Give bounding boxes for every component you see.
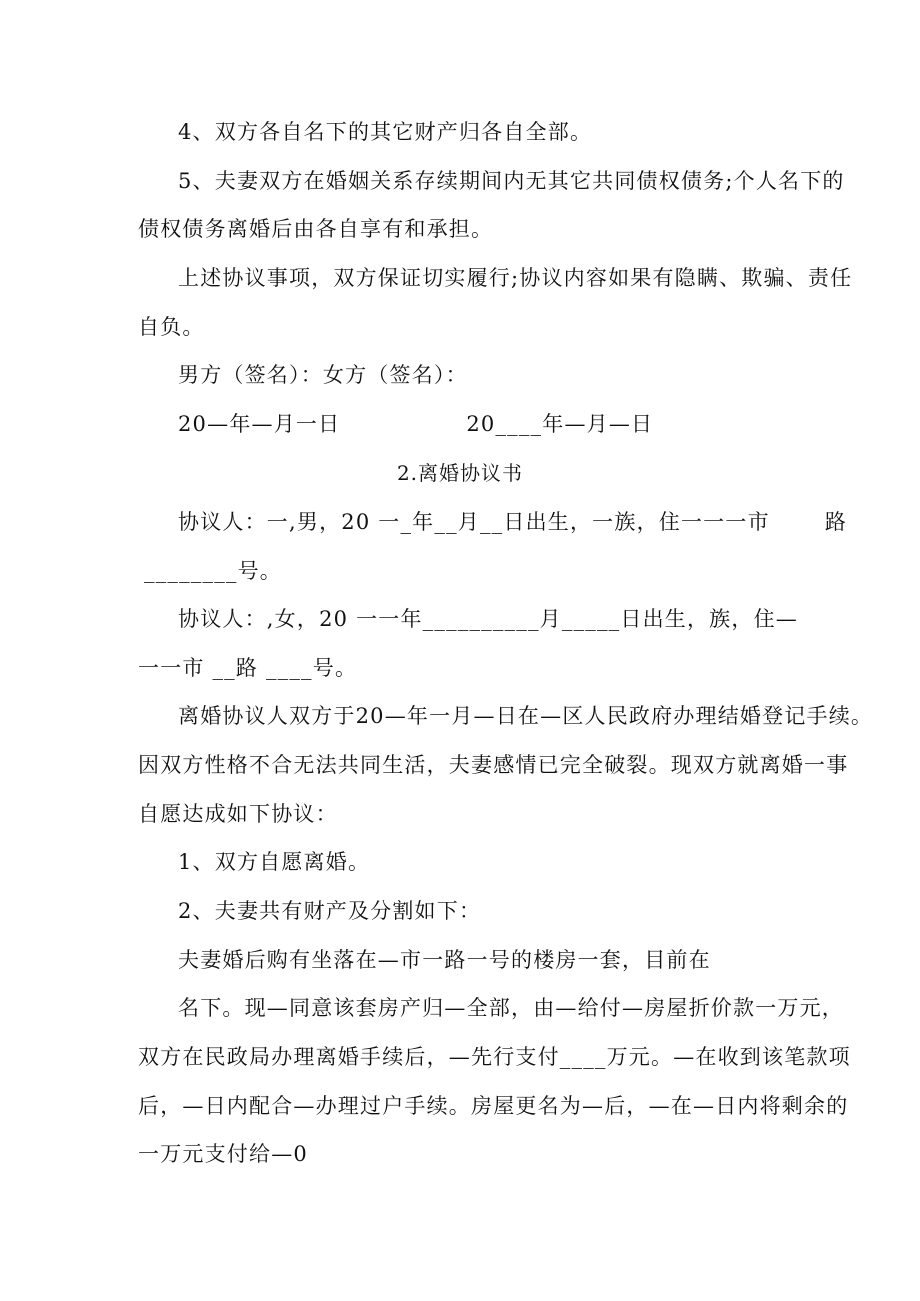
property-paragraph-line-2: 名下。现—同意该套房产归—全部，由—给付—房屋折价款一万元， — [178, 996, 844, 1020]
guarantee-paragraph-continued: 自负。 — [138, 315, 205, 339]
marriage-paragraph-line-3: 自愿达成如下协议： — [138, 802, 338, 826]
clause-5: 5、夫妻双方在婚姻关系存续期间内无其它共同债权债务;个人名下的 — [178, 169, 845, 193]
clause-4: 4、双方各自名下的其它财产归各自全部。 — [178, 120, 593, 144]
marriage-paragraph-line-2: 因双方性格不合无法共同生活，夫妻感情已完全破裂。现双方就离婚一事 — [138, 753, 849, 777]
marriage-paragraph: 离婚协议人双方于20—年一月—日在—区人民政府办理结婚登记手续。 — [178, 704, 874, 728]
agreement-item-2: 2、夫妻共有财产及分割如下： — [178, 899, 482, 923]
party-male: 协议人：一,男，20 一_年__月__日出生，一族，住一一一市 路 — [178, 510, 848, 534]
party-male-continued: ________号。 — [144, 559, 282, 583]
guarantee-paragraph: 上述协议事项，双方保证切实履行;协议内容如果有隐瞒、欺骗、责任 — [178, 266, 853, 290]
agreement-item-1: 1、双方自愿离婚。 — [178, 850, 371, 874]
property-paragraph-line-4: 后，—日内配合—办理过户手续。房屋更名为—后，—在—日内将剩余的 — [138, 1094, 849, 1118]
property-paragraph-line-5: 一万元支付给—0 — [138, 1142, 308, 1166]
property-paragraph: 夫妻婚后购有坐落在—市一路一号的楼房一套，目前在 — [178, 948, 711, 972]
signature-line: 男方（签名）：女方（签名）： — [178, 363, 468, 387]
section-title: 2.离婚协议书 — [396, 461, 524, 485]
party-female: 协议人：,女，20 一一年__________月_____日出生，族，住— — [178, 607, 798, 631]
date-line: 20—年—月一日 20____年—月—日 — [178, 412, 654, 436]
property-paragraph-line-3: 双方在民政局办理离婚手续后，—先行支付____万元。—在收到该笔款项 — [138, 1045, 851, 1069]
party-female-continued: 一一市 __路 ____号。 — [138, 656, 358, 680]
clause-5-continued: 债权债务离婚后由各自享有和承担。 — [138, 217, 494, 241]
